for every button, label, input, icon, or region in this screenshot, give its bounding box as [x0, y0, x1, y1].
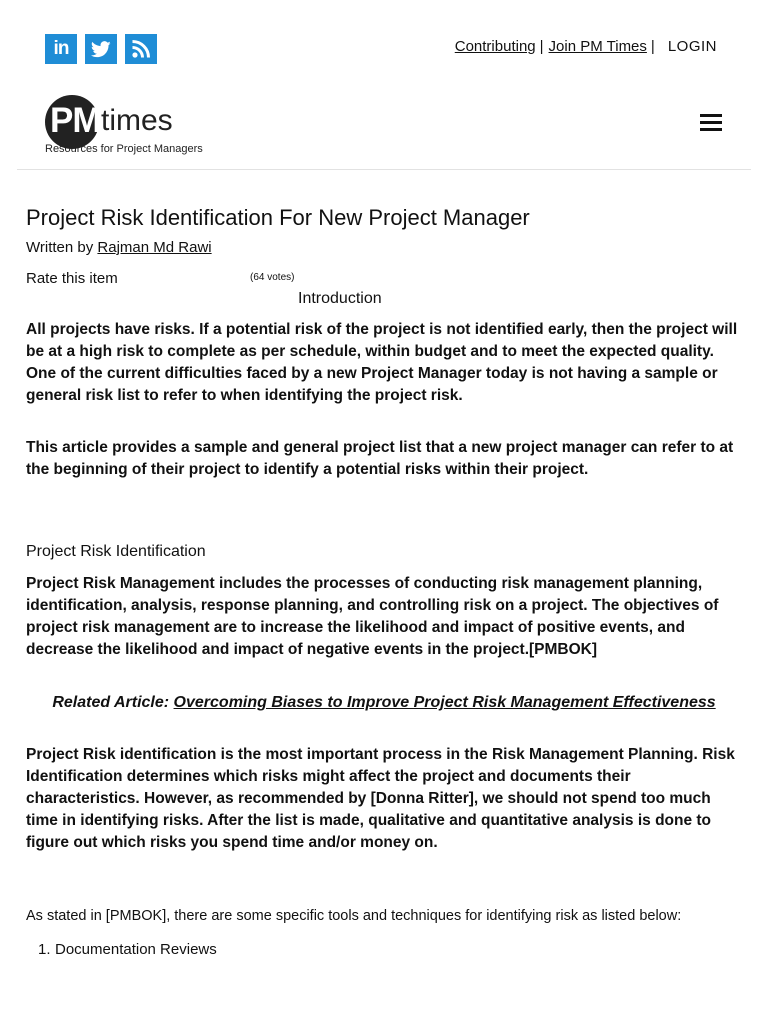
linkedin-label: in [53, 38, 69, 59]
site-logo[interactable] [45, 95, 245, 160]
risk-identification-paragraph: Project Risk identification is the most important process in the Risk Management Planning. Risk Identification determines which risks might affect the project and documents their characteristics. However, as recommended by [Donna Ritter], we should not spend too much time in identifying risks. After the list is made, qualitative and quantitative analysis is done to figure out which risks you spend time and/or money on. [26, 746, 735, 851]
byline [26, 239, 212, 256]
tools-intro-text: As stated in [PMBOK], there are some specific tools and techniques for identifying risk as listed below: [26, 908, 682, 924]
list-number: 1. [38, 941, 51, 958]
intro-paragraph-2: This article provides a sample and general project list that a new project manager can refer to at the beginning of their project to identify a potential risks within their project. [26, 439, 734, 478]
social-links [45, 34, 157, 64]
related-article [26, 692, 742, 714]
logo-pm: PM [50, 101, 101, 140]
join-pm-times-link[interactable]: Join PM Times [548, 38, 647, 55]
written-by-label: Written by [26, 239, 94, 256]
header-divider [17, 169, 751, 170]
logo-tagline: Resources for Project Managers [45, 143, 203, 155]
list-item [38, 941, 217, 958]
linkedin-icon[interactable] [45, 34, 77, 64]
list-item-text: Documentation Reviews [55, 941, 217, 958]
contributing-link[interactable]: Contributing [454, 38, 536, 55]
separator: | [650, 38, 655, 55]
intro-paragraph: All projects have risks. If a potential risk of the project is not identified early, then the project will be at a high risk to complete as per schedule, within budget and to meet the expected quality. One of the current difficulties faced by a new Project Manager today is not having a sample or general risk list to refer to when identifying the project risk. [26, 321, 738, 404]
top-links [455, 38, 717, 55]
logo-times: times [101, 104, 173, 137]
author-link[interactable]: Rajman Md Rawi [97, 239, 212, 256]
techniques-list [38, 941, 217, 958]
risk-management-paragraph: Project Risk Management includes the processes of conducting risk management planning, identification, analysis, response planning, and controlling risk on a project. The objectives of project risk management are to increase the likelihood and impact of positive events, and decrease the likelihood and impact of negative events in the project.[PMBOK] [26, 575, 719, 658]
section-heading: Project Risk Identification [26, 543, 206, 560]
rss-icon[interactable] [125, 34, 157, 64]
related-label: Related Article: [52, 694, 170, 711]
article-title: Project Risk Identification For New Project Manager [26, 205, 530, 230]
login-link[interactable]: LOGIN [667, 38, 717, 55]
separator: | [539, 38, 544, 55]
twitter-icon[interactable] [85, 34, 117, 64]
related-article-link[interactable]: Overcoming Biases to Improve Project Risk Management Effectiveness [173, 694, 716, 711]
vote-count: (64 votes) [250, 272, 295, 283]
rate-label: Rate this item [26, 270, 118, 287]
intro-heading: Introduction [298, 290, 382, 307]
rss-glyph [131, 39, 151, 59]
menu-icon[interactable] [700, 114, 722, 132]
twitter-bird-glyph [91, 41, 111, 58]
